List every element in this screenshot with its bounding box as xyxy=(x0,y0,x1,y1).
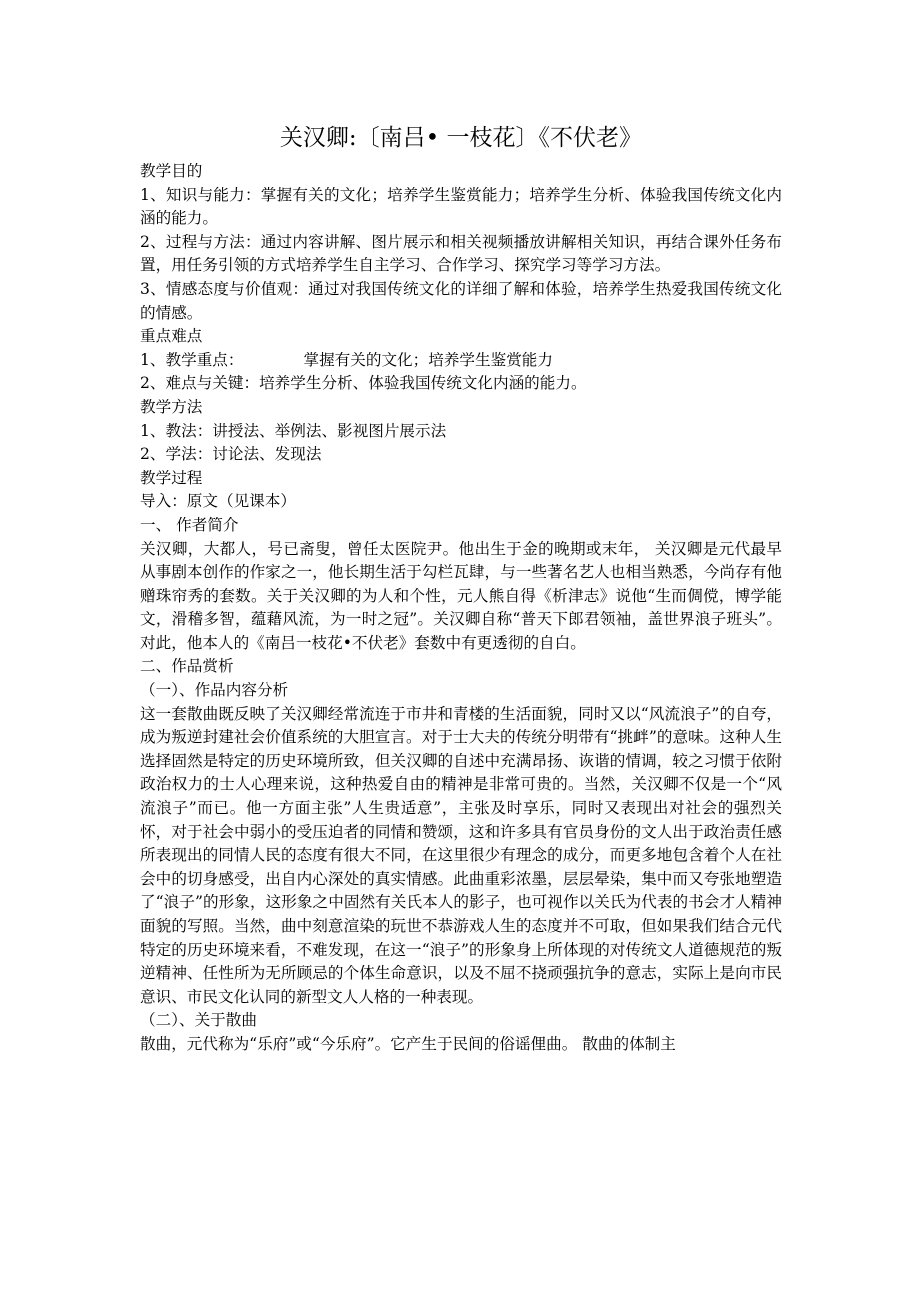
key-point-label: 1、教学重点： xyxy=(140,350,244,369)
heading-about-sanqu: （二）、关于散曲 xyxy=(140,1011,257,1030)
heading-teaching-process: 教学过程 xyxy=(140,468,203,487)
document-title: 关汉卿:〔南吕• 一枝花〕《不伏老》 xyxy=(279,125,643,151)
key-point-line xyxy=(140,349,782,373)
heading-teaching-methods: 教学方法 xyxy=(140,397,203,416)
document-page xyxy=(140,118,782,1057)
heading-teaching-objectives: 教学目的 xyxy=(140,162,203,180)
heading-key-difficulties: 重点难点 xyxy=(140,327,203,346)
objective-knowledge-ability: 1、知识与能力：掌握有关的文化；培养学生鉴赏能力；培养学生分析、体验我国传统文化内涵的能力。 xyxy=(140,185,782,228)
author-intro-paragraph: 关汉卿，大都人，号已斋叟，曾任太医院尹。他出生于金的晚期或末年， 关汉卿是元代最早从事剧本创作的作家之一，他长期生活于勾栏瓦肆，与一些著名艺人也相当熟悉，今尚存有他赠珠帘秀的套数。关于关汉卿的为人和个性，元人熊自得《析津志》说他“生而倜傥，博学能文，滑稽多智，蕴藉风流，为一时之冠”。关汉卿自称“普天下郎君领袖，盖世界浪子班头”。对此，他本人的《南吕一枝花•不伏老》套数中有更透彻的自白。 xyxy=(140,539,782,652)
key-point-content: 掌握有关的文化；培养学生鉴赏能力 xyxy=(303,350,553,369)
content-analysis-paragraph: 这一套散曲既反映了关汉卿经常流连于市井和青楼的生活面貌，同时又以“风流浪子”的自夸，成为叛逆封建社会价值系统的大胆宣言。对于士大夫的传统分明带有“挑衅”的意味。这种人生选择固然是特定的历史环境所致，但关汉卿的自述中充满昂扬、诙谐的情调，较之习惯于依附政治权力的士人心理来说，这种热爱自由的精神是非常可贵的。当然，关汉卿不仅是一个“风流浪子”而已。他一方面主张”人生贵适意”，主张及时享乐，同时又表现出对社会的强烈关怀，对于社会中弱小的受压迫者的同情和赞颂，这和许多具有官员身份的文人出于政治责任感所表现出的同情人民的态度有很大不同，在这里很少有理念的成分，而更多地包含着个人在社会中的切身感受，出自内心深处的真实情感。此曲重彩浓墨，层层晕染，集中而又夸张地塑造了“浪子”的形象，这形象之中固然有关氏本人的影子，也可视作以关氏为代表的书会才人精神面貌的写照。当然，曲中刻意渲染的玩世不恭游戏人生的态度并不可取，但如果我们结合元代特定的历史环境来看，不难发现，在这一“浪子”的形象身上所体现的对传统文人道德规范的叛逆精神、任性所为无所顾忌的个体生命意识，以及不屈不挠顽强抗争的意志，实际上是向市民意识、市民文化认同的新型文人人格的一种表现。 xyxy=(140,704,782,1006)
sanqu-paragraph-start: 散曲，元代称为“乐府”或“今乐府”。它产生于民间的俗谣俚曲。 散曲的体制主 xyxy=(140,1034,676,1053)
difficulty-line: 2、难点与关键：培养学生分析、体验我国传统文化内涵的能力。 xyxy=(140,374,587,393)
intro-line: 导入：原文（见课本） xyxy=(140,492,296,511)
heading-author-intro: 一、 作者简介 xyxy=(140,515,239,534)
objective-process-method: 2、过程与方法：通过内容讲解、图片展示和相关视频播放讲解相关知识，再结合课外任务布置，用任务引领的方式培养学生自主学习、合作学习、探究学习等学习方法。 xyxy=(140,232,782,275)
method-teaching: 1、教法：讲授法、举例法、影视图片展示法 xyxy=(140,421,447,440)
heading-content-analysis: （一）、作品内容分析 xyxy=(140,681,289,700)
objective-emotion-values: 3、情感态度与价值观：通过对我国传统文化的详细了解和体验，培养学生热爱我国传统文化的情感。 xyxy=(140,279,782,322)
method-learning: 2、学法：讨论法、发现法 xyxy=(140,445,322,464)
heading-work-appreciation: 二、作品赏析 xyxy=(140,657,234,676)
